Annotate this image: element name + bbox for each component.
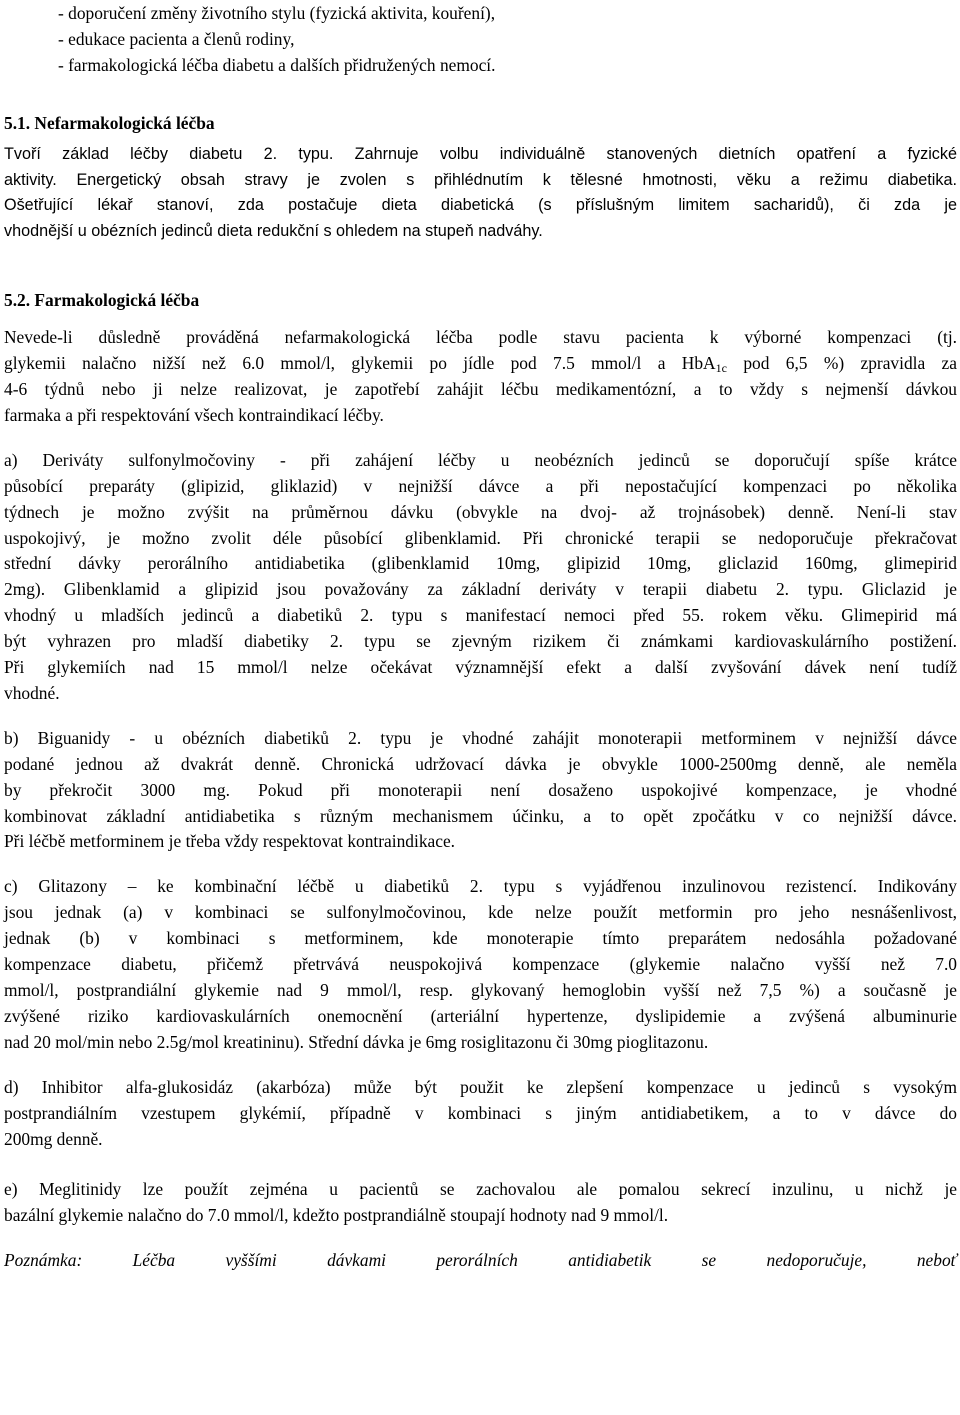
paragraph-biguanides bbox=[4, 726, 957, 856]
bullet-item: - doporučení změny životního stylu (fyzická aktivita, kouření), bbox=[58, 3, 496, 23]
section-heading-5-2: 5.2. Farmakologická léčba bbox=[4, 290, 200, 311]
paragraph-line: c) Glitazony – ke kombinační léčbě u diabetiků 2. typu s vyjádřenou inzulinovou rezistencí. Indikovány bbox=[4, 876, 957, 897]
paragraph-line: mmol/l, postprandiální glykemie nad 9 mmol/l, resp. glykovaný hemoglobin vyšší než 7,5 %) a současně je bbox=[4, 980, 957, 1000]
paragraph-line: e) Meglitinidy lze použít zejména u pacientů se zachovalou ale pomalou sekrecí inzulinu, u nichž je bbox=[4, 1179, 957, 1200]
paragraph-line: Ošetřující lékař stanoví, zda postačuje dieta diabetická (s příslušným limitem sacharidů), či zda je bbox=[4, 196, 957, 215]
paragraph-line: Tvoří základ léčby diabetu 2. typu. Zahrnuje volbu individuálně stanovených dietních opatření a fyzické bbox=[4, 144, 957, 163]
paragraph-line: jednak (b) v kombinaci s metforminem, kde monoterapie tímto preparátem nedosáhla požadované bbox=[4, 928, 957, 949]
paragraph-line: aktivity. Energetický obsah stravy je zvolen s přihlédnutím k tělesné hmotnosti, věku a režimu diabetika. bbox=[4, 170, 957, 189]
paragraph-line: farmaka a při respektování všech kontraindikací léčby. bbox=[4, 404, 384, 425]
paragraph-line: bazální glykemie nalačno do 7.0 mmol/l, kdežto postprandiálně stoupají hodnoty nad 9 mmol/l. bbox=[4, 1205, 669, 1226]
paragraph-line: kombinovat základní antidiabetika s různým mechanismem účinku, a to opět zpočátku v co nejnižší dávce. bbox=[4, 805, 957, 826]
paragraph-line: Nevede-li důsledně prováděná nefarmakologická léčba podle stavu pacienta k výborné kompenzaci (tj. bbox=[4, 327, 957, 348]
paragraph-line: Při glykemiích nad 15 mmol/l nelze očekávat významnější efekt a další zvyšování dávek není tudíž bbox=[4, 657, 957, 678]
paragraph-line: vhodný u mladších jedinců a diabetiků 2. typu s manifestací nemoci před 55. rokem věku. Glimepirid má bbox=[4, 605, 957, 626]
bullet-item: - farmakologická léčba diabetu a dalších přidružených nemocí. bbox=[58, 54, 496, 75]
paragraph-line: b) Biguanidy - u obézních diabetiků 2. typu je vhodné zahájit monoterapii metforminem v nejnižší dávce bbox=[4, 727, 957, 748]
paragraph-line: postprandiálním vzestupem glykémií, případně v kombinaci s jiným antidiabetikem, a to v dávce do bbox=[4, 1102, 957, 1123]
paragraph-line: nad 20 mol/min nebo 2.5g/mol kreatininu). Střední dávka je 6mg rosiglitazonu či 30mg pioglitazonu. bbox=[4, 1031, 709, 1052]
paragraph-line: Při léčbě metforminem je třeba vždy respektovat kontraindikace. bbox=[4, 831, 456, 852]
paragraph-meglitinides bbox=[4, 1177, 957, 1229]
paragraph-alpha-glucosidase bbox=[4, 1075, 957, 1153]
bullet-item: - edukace pacienta a členů rodiny, bbox=[58, 28, 295, 49]
paragraph-line: glykemii nalačno nižší než 6.0 mmol/l, glykemii po jídle pod 7.5 mmol/l a HbA$_{1c}$ pod 6,5 %) zpravidla za bbox=[4, 353, 957, 376]
paragraph-line: jsou jednak (a) v kombinaci se sulfonylmočovinou, kde nelze použít metformin pro jeho nesnášenlivost, bbox=[4, 902, 957, 923]
paragraph-line: 4-6 týdnů nebo ji nelze realizovat, je zapotřebí zahájit léčbu medikamentózní, a to vždy s nejmenší dávkou bbox=[4, 378, 957, 399]
paragraph-line: 2mg). Glibenklamid a glipizid jsou považovány za základní deriváty v terapii diabetu 2. typu. Gliclazid je bbox=[4, 579, 957, 600]
bullet-list bbox=[58, 1, 957, 79]
paragraph-line: vhodné. bbox=[4, 682, 60, 703]
paragraph-line: by překročit 3000 mg. Pokud při monoterapii není dosaženo uspokojivé kompenzace, je vhodné bbox=[4, 779, 957, 800]
hba1c-subscript: 1c bbox=[715, 361, 727, 376]
paragraph-line: být vyhrazen pro mladší diabetiky 2. typu se zjevným rizikem či známkami kardiovaskulárního postižení. bbox=[4, 631, 957, 652]
paragraph-line: a) Deriváty sulfonylmočoviny - při zahájení léčby u neobézních jedinců se doporučují spíše krátce bbox=[4, 449, 957, 470]
note-line: Poznámka: Léčba vyššími dávkami perorálních antidiabetik se nedoporučuje, neboť bbox=[4, 1250, 957, 1271]
paragraph-line: kompenzace diabetu, přičemž přetrvává neuspokojivá kompenzace (glykemie nalačno vyšší než 7.0 bbox=[4, 954, 957, 975]
paragraph-glitazones bbox=[4, 874, 957, 1055]
paragraph-line: působící preparáty (glipizid, gliklazid) v nejnižší dávce a při nepostačující kompenzaci po několika bbox=[4, 475, 957, 496]
paragraph-sulfonylurea bbox=[4, 448, 957, 707]
paragraph-line: vhodnější u obézních jedinců dieta redukční s ohledem na stupeň nadváhy. bbox=[4, 222, 543, 241]
paragraph-line: zvýšené riziko kardiovaskulárních onemocnění (arteriální hypertenze, dyslipidemie a zvýšená albuminurie bbox=[4, 1005, 957, 1026]
paragraph-line: uspokojivý, je možno zvolit déle působící glibenklamid. Při chronické terapii se nedoporučuje překračovat bbox=[4, 527, 957, 548]
section-5-2-intro bbox=[4, 325, 957, 429]
paragraph-line: 200mg denně. bbox=[4, 1128, 103, 1149]
document-page bbox=[4, 1, 957, 1274]
paragraph-line: d) Inhibitor alfa-glukosidáz (akarbóza) může být použit ke zlepšení kompenzace u jedinců s vysokým bbox=[4, 1076, 957, 1097]
paragraph-line: střední dávky perorálního antidiabetika (glibenklamid 10mg, glipizid 10mg, gliclazid 160mg, glimepirid bbox=[4, 553, 957, 574]
section-5-1-paragraph bbox=[4, 142, 957, 246]
section-heading-5-1: 5.1. Nefarmakologická léčba bbox=[4, 112, 215, 133]
paragraph-line: týdnech je možno zvýšit na průměrnou dávku (obvykle na dvoj- až trojnásobek) denně. Není-li stav bbox=[4, 501, 957, 522]
paragraph-line: podané jednou až dvakrát denně. Chronická udržovací dávka je obvykle 1000-2500mg denně, ale neměla bbox=[4, 753, 957, 774]
